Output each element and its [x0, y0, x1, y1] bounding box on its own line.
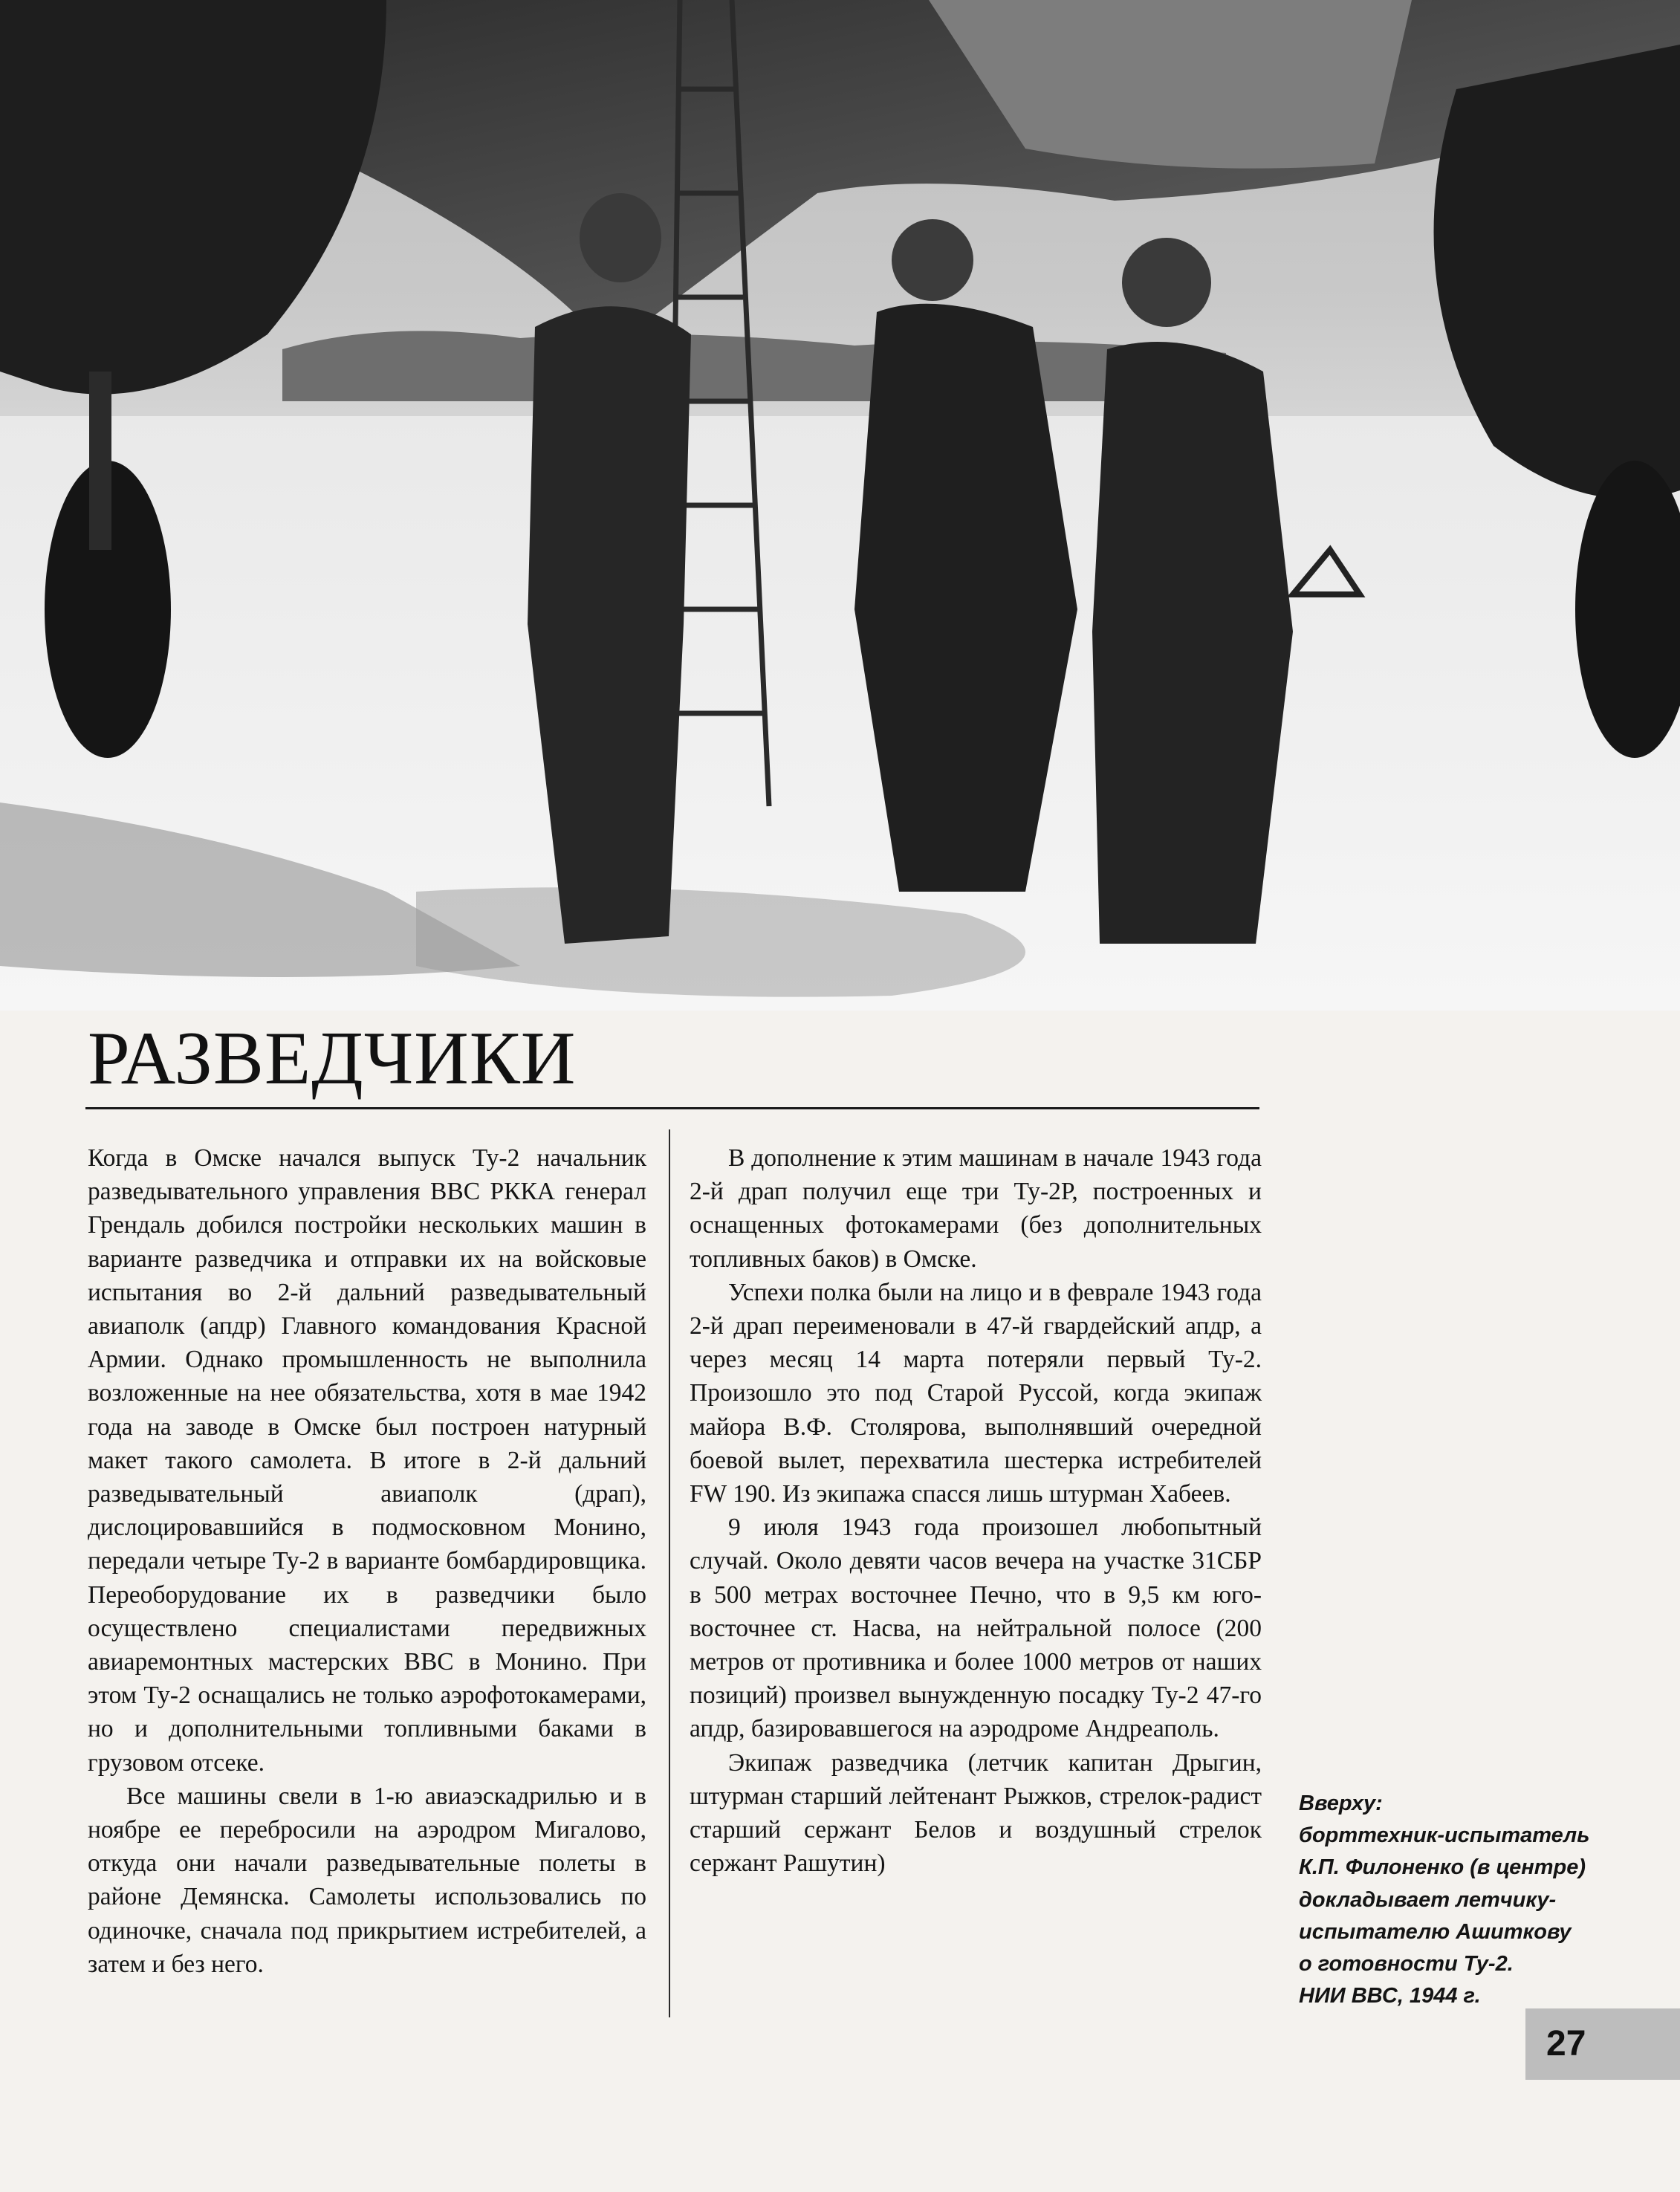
column-divider: [669, 1129, 670, 2017]
figure-technician: [854, 219, 1077, 892]
paragraph: Успехи полка были на лицо и в феврале 1943 года 2-й драп переименовали в 47-й гвардейский апдр, а через месяц 14 марта потеряли первый Ту-2. Произошло это под Старой Руссой, когда экипаж майора В.Ф. Столярова, выполнявший очередной боевой вылет, перехватила шестерка истребителей FW 190. Из экипажа спасся лишь штурман Хабеев.: [690, 1278, 1262, 1508]
caption-line: Вверху:: [1299, 1791, 1383, 1815]
photo-scene: [0, 0, 1680, 1011]
caption-line: НИИ ВВС, 1944 г.: [1299, 1984, 1481, 2008]
caption-line: о готовности Ту-2.: [1299, 1952, 1514, 1977]
tree-line: [282, 331, 1226, 401]
caption-line: докладывает летчику-: [1299, 1887, 1557, 1912]
photo-caption: [1299, 1788, 1611, 2012]
article-title: РАЗВЕДЧИКИ: [88, 1016, 577, 1100]
left-engine: [0, 0, 386, 395]
landing-strut: [89, 372, 111, 550]
caption-line: испытателю Ашиткову: [1299, 1919, 1572, 1944]
paragraph: 9 июля 1943 года произошел любопытный случай. Около девяти часов вечера на участке 31СБР в 500 метрах восточнее Печно, что в 9,5 км юго-восточнее ст. Насва, на нейтральной полосе (200 метров от противника и более 1000 метров от наших позиций) произвел вынужденную посадку Ту-2 47-го апдр, базировавшегося на аэродроме Андреаполь.: [690, 1514, 1262, 1743]
paragraph: Когда в Омске начался выпуск Ту-2 начальник разведывательного управления ВВС РККА генерал Грендаль добился постройки нескольких машин в варианте разведчика и отправки их на войсковые испытания во 2-й дальний разведывательный авиаполк (апдр) Главного командования Красной Армии. Однако промышленность не выполнила возложенные на нее обязательства, хотя в мае 1942 года на заводе в Омске был построен натурный макет такого самолета. В итоге в 2-й дальний разведывательный авиаполк (драп), дислоцировавшийся в подмосковном Монино, передали четыре Ту-2 в варианте бомбардировщика. Переоборудование их в разведчики было осуществлено специалистами передвижных авиаремонтных мастерских ВВС в Монино. При этом Ту-2 оснащались не только аэрофотокамерами, но и дополнительными топливными баками в грузовом отсеке.: [88, 1144, 646, 1777]
right-column: [690, 1141, 1262, 1880]
page-number: 27: [1525, 2008, 1680, 2080]
paragraph: Экипаж разведчика (летчик капитан Дрыгин, штурман старший лейтенант Рыжков, стрелок-радист старший сержант Белов и воздушный стрелок сержант Рашутин): [690, 1748, 1262, 1878]
caption-line: К.П. Филоненко (в центре): [1299, 1855, 1586, 1880]
left-column: [88, 1141, 646, 1981]
paragraph: В дополнение к этим машинам в начале 1943 года 2-й драп получил еще три Ту-2Р, построенных и оснащенных фотокамерами (без дополнительных топливных баков) в Омске.: [690, 1144, 1262, 1273]
caption-line: борттехник-испытатель: [1299, 1823, 1590, 1848]
figure-crewman: [1092, 238, 1293, 944]
photo-figure: [0, 0, 1680, 1011]
paragraph: Все машины свели в 1-ю авиаэскадрилью и в ноябре ее перебросили на аэродром Мигалово, откуда они начали разведывательные полеты в районе Демянска. Самолеты использовались по одиночке, сначала под прикрытием истребителей, а затем и без него.: [88, 1782, 646, 1978]
title-rule: [85, 1107, 1259, 1109]
